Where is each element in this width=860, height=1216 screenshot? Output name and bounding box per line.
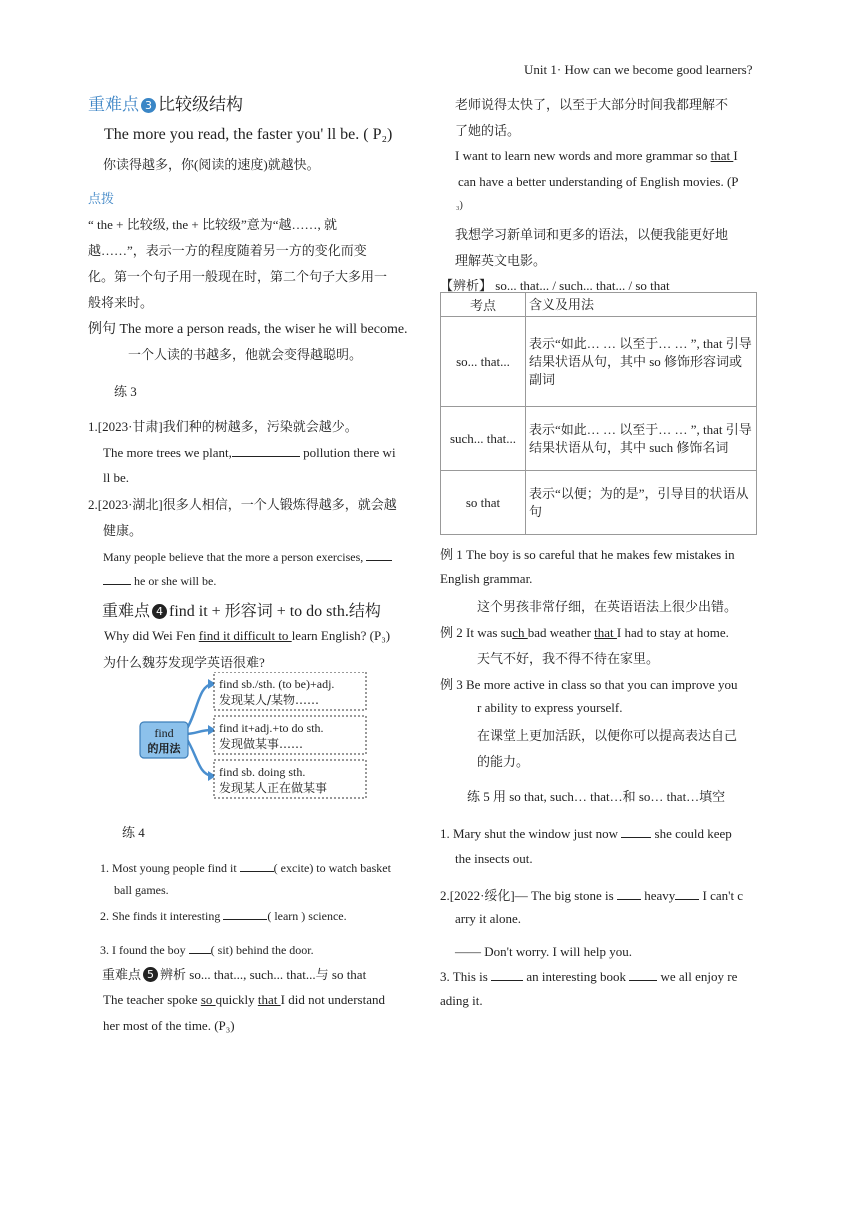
exercise-4-label: 练 4 [122, 825, 145, 840]
arrow-upper [185, 684, 212, 732]
number-5-icon: 5 [143, 967, 158, 982]
key-point-4-example-en [104, 628, 390, 644]
table-cell-value: 表示“以便；为的是”，引导目的状语从句 [526, 471, 757, 535]
key-point-5-heading [102, 964, 366, 983]
exercise-3-q1-cn: 1.[2023·甘肃]我们种的树越多，污染就会越少。 [88, 419, 358, 434]
ex4-q3-text-a: 3. I found the boy [100, 943, 189, 957]
unit-title: Unit 1· How can we become good learners? [524, 62, 753, 77]
table-cell-key: such... that... [441, 407, 526, 471]
answer-blank[interactable] [189, 941, 211, 954]
tip-line-3: 化。第一个句子用一般现在时，第二个句子大多用一 [88, 269, 388, 284]
table-header-cell: 含义及用法 [526, 293, 757, 317]
exercise-4-q2 [100, 907, 347, 924]
answer-blank[interactable] [103, 572, 131, 585]
kp4-text-a: Why did Wei Fen [104, 628, 199, 643]
example-label: 例句 [88, 322, 116, 337]
arrow-lower [185, 736, 212, 776]
kp4-text-b: learn English? (P₃) [291, 628, 391, 643]
answer-blank[interactable] [621, 825, 651, 838]
ex2-underlined-such: ch [512, 625, 528, 640]
example-2-en [440, 622, 729, 641]
analysis-title: so... that... / such... that... / so that [495, 278, 670, 293]
table-row [441, 471, 757, 535]
exercise-5-q3-cont: ading it. [440, 993, 483, 1008]
diagram-center-cn: 的用法 [147, 742, 181, 755]
example-1-en: 例 1 The boy is so careful that he makes few mistakes in [440, 547, 735, 562]
exercise-5-q2-reply: —— Don't worry. I will help you. [455, 944, 632, 959]
exercise-3-q1-en-cont: ll be. [103, 470, 129, 485]
right-cn-1b: 了她的话。 [455, 123, 521, 138]
diagram-box-3-en: find sb. doing sth. [219, 765, 306, 779]
q2-text-b: he or she will be. [131, 574, 217, 588]
key-point-title: 辨析 so... that..., such... that...与 so that [160, 967, 367, 982]
kp4-underlined: find it difficult to [198, 628, 292, 643]
kp5-text-b: quickly [215, 992, 258, 1007]
example-3-en: 例 3 Be more active in class so that you can improve you [440, 677, 738, 692]
tip-label: 点拨 [88, 191, 115, 206]
example-3-cn-b: 的能力。 [477, 754, 530, 769]
en2-text-b: I [733, 148, 738, 163]
example-sentence-cn: 一个人读的书越多，他就会变得越聪明。 [128, 347, 363, 362]
example-text: The more a person reads, the wiser he will become. [119, 322, 408, 337]
analysis-label: 【辨析】 [440, 278, 493, 293]
kp5-text-a: The teacher spoke [103, 992, 201, 1007]
key-point-title: 比较级结构 [158, 95, 243, 114]
p1-text-b: she could keep [651, 826, 732, 841]
ex2-text-c: I had to stay at home. [616, 625, 729, 640]
table-cell-value: 表示“如此… … 以至于… … ”, that 引导结果状语从句，其中 such 修饰名词 [526, 407, 757, 471]
tip-line-4: 般将来时。 [88, 295, 154, 310]
ex4-q2-text-a: 2. She finds it interesting [100, 909, 224, 923]
p3-text-c: we all enjoy re [657, 969, 738, 984]
exercise-4-q1 [100, 859, 391, 876]
ex4-q2-text-b: ( learn ) science. [267, 909, 347, 923]
key-point-4-example-cn: 为什么魏芬发现学英语很难? [103, 655, 265, 670]
key-point-3-example-cn: 你读得越多，你(阅读的速度)就越快。 [103, 157, 320, 172]
exercise-3-label: 练 3 [114, 384, 137, 399]
exercise-3-q2-cn-cont: 健康。 [103, 523, 143, 538]
find-usage-diagram [138, 672, 370, 802]
ex2-underlined-that: that [594, 625, 617, 640]
ex4-q3-text-b: ( sit) behind the door. [210, 943, 314, 957]
key-point-3-example-en: The more you read, the faster you' ll be. ( P₂) [104, 126, 393, 143]
exercise-5-q1-cont: the insects out. [455, 851, 533, 866]
en2-text-a: I want to learn new words and more grammar so [455, 148, 711, 163]
ex2-text-a: 例 2 It was su [440, 625, 513, 640]
table-cell-value: 表示“如此… … 以至于… … ”, that 引导结果状语从句，其中 so 修饰形容词或副词 [526, 317, 757, 407]
number-4-icon: 4 [152, 604, 167, 619]
answer-blank[interactable] [223, 907, 267, 920]
diagram-box-2-cn: 发现做某事…… [219, 737, 304, 751]
right-en-2b: can have a better understanding of English movies. (P [458, 174, 739, 189]
tip-line-2: 越……”，表示一方的程度随着另一方的变化而变 [88, 243, 367, 258]
ex4-q1-text-b: ( excite) to watch basket [273, 861, 391, 875]
table-cell-key: so that [441, 471, 526, 535]
table-header-cell: 考点 [441, 293, 526, 317]
answer-blank[interactable] [675, 887, 699, 900]
ex2-text-b: bad weather [527, 625, 595, 640]
exercise-5-label: 练 5 用 so that, such… that…和 so… that…填空 [467, 789, 726, 804]
example-sentence-en [88, 318, 408, 338]
diagram-center-en: find [154, 726, 174, 740]
answer-blank[interactable] [366, 548, 392, 561]
exercise-5-q2-cont: arry it alone. [455, 911, 522, 926]
key-point-5-example-en [103, 992, 385, 1008]
exercise-5-q2 [440, 885, 743, 904]
key-point-label: 重难点 [88, 95, 139, 114]
exercise-4-q1-cont: ball games. [114, 883, 169, 897]
kp5-underlined-so: so [200, 992, 216, 1007]
q1-text-b: pollution there wi [299, 445, 396, 460]
example-2-cn: 天气不好，我不得不待在家里。 [477, 651, 660, 666]
key-point-5-example-en-cont: her most of the time. (P₃) [103, 1018, 235, 1033]
right-cn-1a: 老师说得太快了，以至于大部分时间我都理解不 [455, 97, 729, 112]
answer-blank[interactable] [491, 968, 523, 981]
p1-text-a: 1. Mary shut the window just now [440, 826, 622, 841]
exercise-3-q2-cn: 2.[2023·湖北]很多人相信，一个人锻炼得越多，就会越 [88, 497, 397, 512]
tip-line-1: “ the + 比较级, the + 比较级”意为“越……, 就 [88, 217, 337, 232]
ex4-q1-text-a: 1. Most young people find it [100, 861, 240, 875]
key-point-title: find it + 形容词 + to do sth.结构 [169, 603, 381, 620]
q1-text-a: The more trees we plant, [103, 445, 232, 460]
key-point-3-heading [88, 90, 243, 115]
table-cell-key: so... that... [441, 317, 526, 407]
example-1-en-cont: English grammar. [440, 571, 533, 586]
exercise-4-q3 [100, 941, 314, 958]
table-row [441, 317, 757, 407]
number-3-icon: 3 [141, 98, 156, 113]
exercise-3-q2-en-cont [103, 572, 216, 589]
kp5-underlined-that: that [257, 992, 281, 1007]
key-point-label: 重难点 [102, 967, 142, 982]
exercise-3-q1-en [103, 444, 396, 461]
p2-text-c: I can't c [699, 888, 744, 903]
en2-underlined: that [710, 148, 734, 163]
diagram-box-1-en: find sb./sth. (to be)+adj. [219, 677, 335, 691]
exercise-5-q1 [440, 825, 732, 842]
right-cn-2a: 我想学习新单词和更多的语法，以便我能更好地 [455, 227, 729, 242]
arrow-middle [185, 730, 212, 734]
kp5-text-c: I did not understand [280, 992, 385, 1007]
p2-text-a: 2.[2022·绥化]— The big stone is [440, 888, 617, 903]
diagram-box-2-en: find it+adj.+to do sth. [219, 721, 324, 735]
table-row [441, 407, 757, 471]
answer-blank[interactable] [240, 859, 274, 872]
table-header-row [441, 293, 757, 317]
example-1-cn: 这个男孩非常仔细，在英语语法上很少出错。 [477, 599, 738, 614]
p2-text-b: heavy [640, 888, 676, 903]
answer-blank[interactable] [629, 968, 657, 981]
key-point-4-heading [102, 598, 381, 621]
answer-blank[interactable] [232, 444, 300, 457]
diagram-box-1-cn: 发现某人/某物…… [219, 693, 320, 707]
exercise-3-q2-en [103, 548, 392, 565]
exercise-5-q3 [440, 968, 737, 985]
q2-text-a: Many people believe that the more a person exercises, [103, 550, 367, 564]
example-3-cn-a: 在课堂上更加活跃，以便你可以提高表达自己 [477, 728, 738, 743]
key-point-label: 重难点 [102, 603, 151, 620]
p3-text-b: an interesting book [523, 969, 630, 984]
comparison-table [440, 292, 757, 535]
right-en-2c: ₃) [456, 200, 463, 211]
answer-blank[interactable] [617, 887, 641, 900]
p3-text-a: 3. This is [440, 969, 492, 984]
example-3-en-cont: r ability to express yourself. [477, 700, 623, 715]
right-en-2a [455, 148, 738, 164]
diagram-box-3-cn: 发现某人正在做某事 [219, 781, 328, 795]
right-cn-2b: 理解英文电影。 [455, 253, 547, 268]
